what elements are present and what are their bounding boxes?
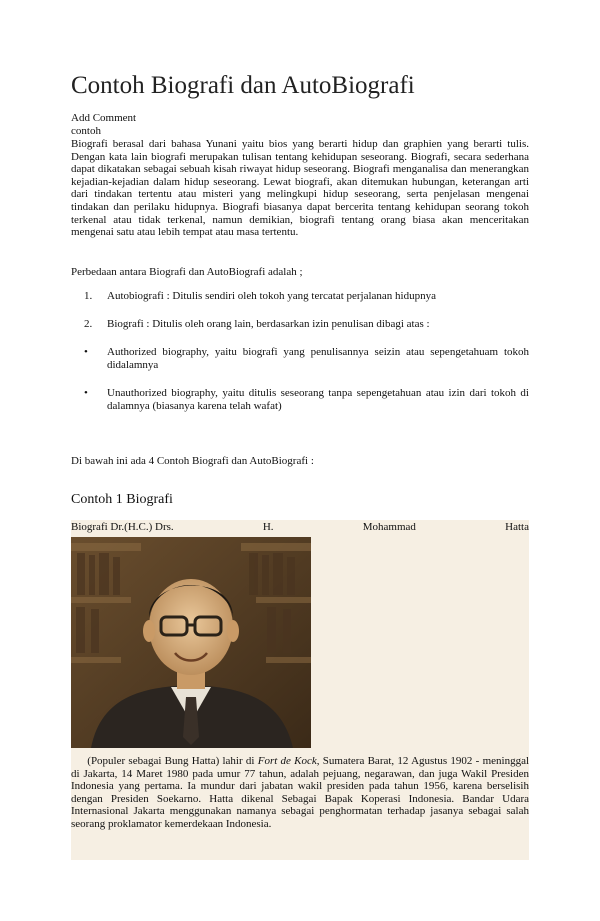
- portrait-photo: [71, 537, 311, 748]
- perbedaan-heading: Perbedaan antara Biografi dan AutoBiografi adalah ;: [71, 266, 303, 278]
- list-item: [84, 387, 529, 412]
- name-part: Hatta: [505, 521, 529, 533]
- name-part: Biografi Dr.(H.C.) Drs.: [71, 521, 174, 533]
- list-item: [84, 290, 529, 303]
- examples-intro: Di bawah ini ada 4 Contoh Biografi dan AutoBiografi :: [71, 455, 314, 467]
- bio-body: , Sumatera Barat, 12 Agustus 1902 - meninggal di Jakarta, 14 Maret 1980 pada umur 77 tahun, adalah pejuang, negarawan, dan juga Wakil Presiden Indonesia yang pertama. Ia mundur dari jabatan wakil presiden pada tahun 1956, karena berselisih dengan Presiden Soekarno. Hatta dikenal Sebagai Bapak Koperasi Indonesia. Bandar Udara Internasional Jakarta menggunakan namanya sebagai penghormatan terhadap jasanya sebagai salah seorang proklamator kemerdekaan Indonesia.: [71, 755, 530, 830]
- add-comment-link[interactable]: Add Comment: [71, 112, 137, 124]
- contoh-label: contoh: [71, 125, 101, 137]
- list-item-text: Autobiografi : Ditulis sendiri oleh tokoh yang tercatat perjalanan hidupnya: [107, 290, 436, 302]
- name-part: H.: [262, 521, 274, 533]
- name-part: Mohammad: [362, 521, 416, 533]
- biography-paragraph: [71, 755, 529, 831]
- biography-name-line: [71, 521, 529, 534]
- list-item-text: Biografi : Ditulis oleh orang lain, berdasarkan izin penulisan dibagi atas :: [107, 318, 430, 330]
- birthplace: Fort de Kock: [257, 755, 317, 767]
- bullet-icon: •: [84, 346, 88, 358]
- bio-intro: (Populer sebagai Bung Hatta) lahir di: [87, 755, 258, 767]
- bullet-icon: •: [84, 387, 88, 399]
- page-title: Contoh Biografi dan AutoBiografi: [71, 72, 415, 99]
- list-number: 2.: [84, 318, 93, 330]
- list-item-text: Authorized biography, yaitu biografi yang penulisannya seizin atau sepengetahuam tokoh didalamnya: [107, 346, 529, 371]
- list-item: [84, 318, 529, 331]
- intro-paragraph: Biografi berasal dari bahasa Yunani yaitu bios yang berarti hidup dan graphien yang berarti tulis. Dengan kata lain biografi merupakan tulisan tentang kehidupan seseorang. Biografi, secara sederhana dapat dikatakan sebagai sebuah kisah riwayat hidup seseorang. Biografi menganalisa dan menerangkan kejadian-kejadian dalam hidup seseorang. Lewat biografi, akan ditemukan hubungan, keterangan arti dari tindakan tertentu atau misteri yang melingkupi hidup seseorang, serta penjelasan mengenai tindakan dan perilaku hidupnya. Biografi biasanya dapat bercerita tentang kehidupan seorang tokoh terkenal atau tidak terkenal, namun demikian, biografi tentang orang biasa akan menceritakan mengenai satu atau lebih tempat atau masa tertentu.: [71, 138, 529, 239]
- list-item-text: Unauthorized biography, yaitu ditulis seseorang tanpa sepengetahuan atau izin dari tokoh di dalamnya (biasanya karena telah wafat): [107, 387, 529, 412]
- list-number: 1.: [84, 290, 93, 302]
- list-item: [84, 346, 529, 371]
- section-heading: Contoh 1 Biografi: [71, 492, 173, 507]
